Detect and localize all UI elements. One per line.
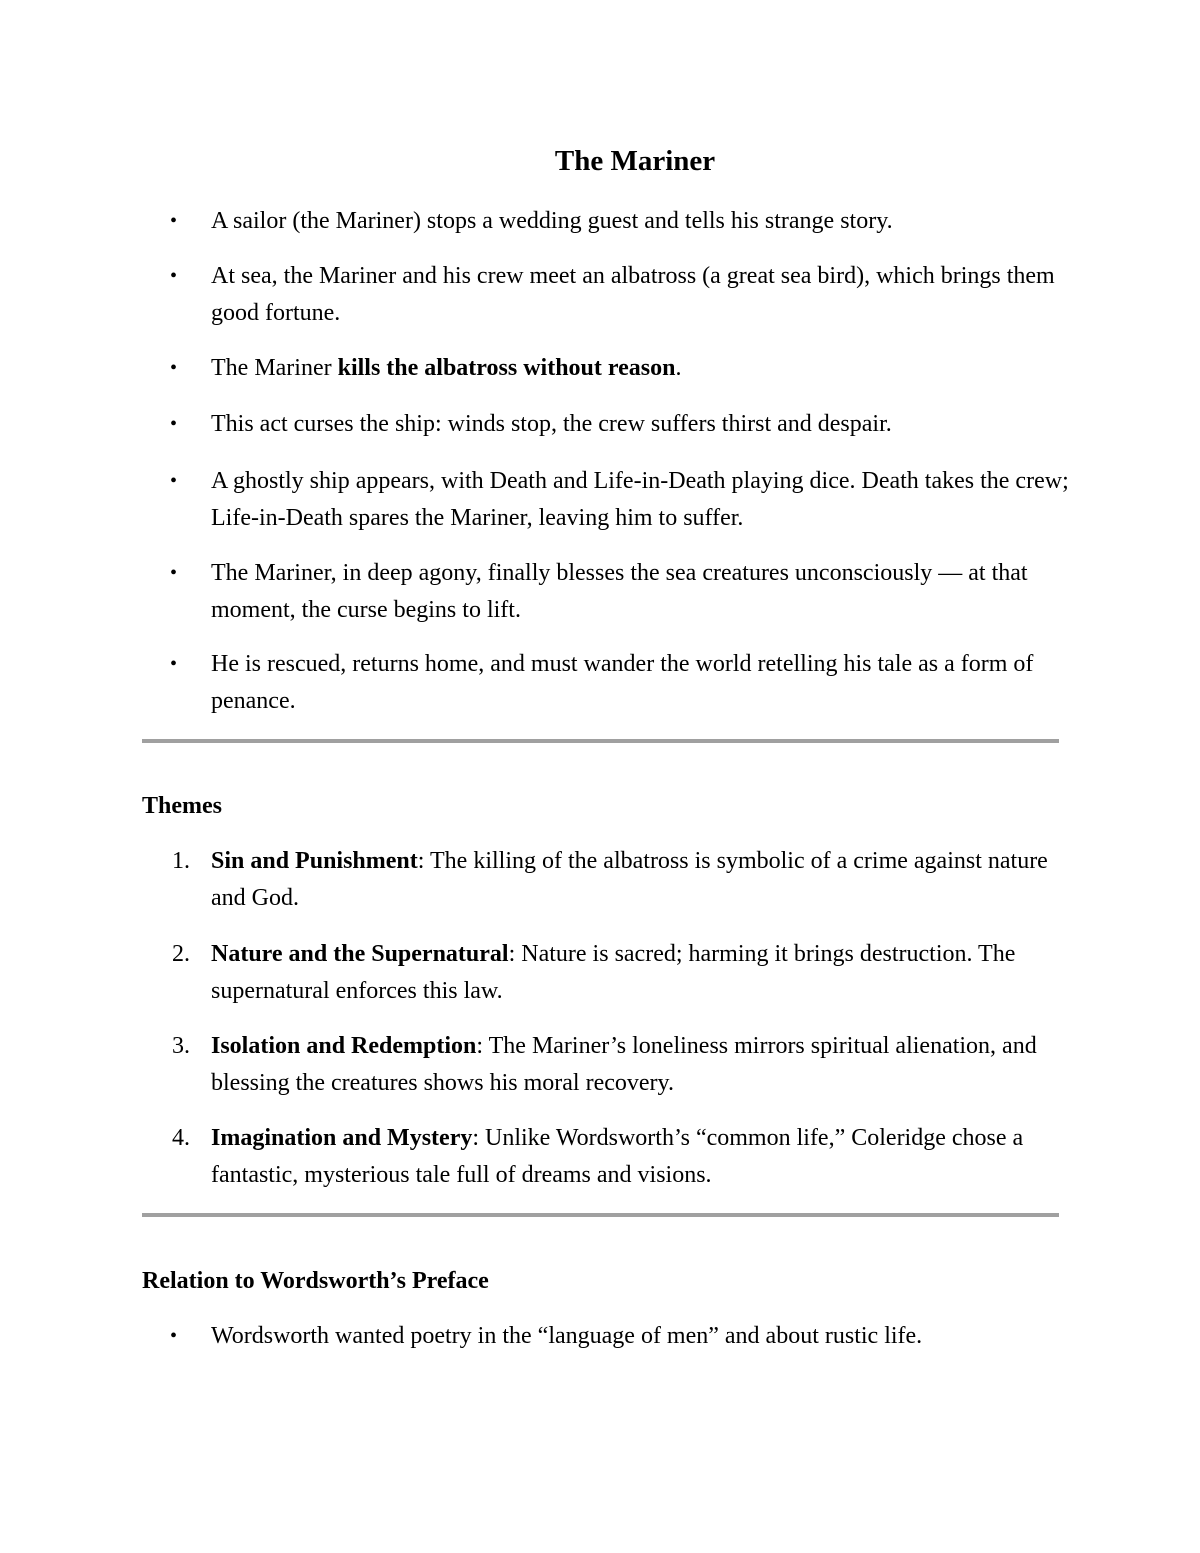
theme-1-title: Sin and Punishment xyxy=(211,848,418,874)
theme-3-text: : The Mariner’s loneliness mirrors spiritual alienation, and blessing the creatures shows his moral recovery. xyxy=(211,1033,1037,1096)
plot-point-4: This act curses the ship: winds stop, the crew suffers thirst and despair. xyxy=(211,411,892,437)
theme-1-text: : The killing of the albatross is symbolic of a crime against nature and God. xyxy=(211,848,1048,911)
bullet-icon: • xyxy=(170,470,178,492)
section-divider xyxy=(142,1213,1059,1217)
bullet-icon: • xyxy=(170,1325,178,1347)
theme-2-text: : Nature is sacred; harming it brings destruction. The supernatural enforces this law. xyxy=(211,941,1016,1004)
relation-heading: Relation to Wordsworth’s Preface xyxy=(142,1268,489,1294)
theme-number: 3. xyxy=(172,1033,190,1059)
plot-point-6: The Mariner, in deep agony, finally blesses the sea creatures unconsciously — at that moment, the curse begins to lift. xyxy=(211,560,1028,623)
theme-4-text: : Unlike Wordsworth’s “common life,” Coleridge chose a fantastic, mysterious tale full of dreams and visions. xyxy=(211,1125,1024,1188)
page-title: The Mariner xyxy=(554,145,716,177)
bullet-icon: • xyxy=(170,265,178,287)
theme-2-title: Nature and the Supernatural xyxy=(211,941,509,967)
plot-point-3-post: . xyxy=(675,355,682,381)
bullet-icon: • xyxy=(170,413,178,435)
theme-item-2 xyxy=(211,936,1071,1009)
theme-number: 2. xyxy=(172,941,190,967)
bullet-icon: • xyxy=(170,210,178,232)
plot-point-2: At sea, the Mariner and his crew meet an albatross (a great sea bird), which brings them good fortune. xyxy=(211,263,1055,326)
plot-point-3 xyxy=(211,350,1071,387)
plot-point-1: A sailor (the Mariner) stops a wedding guest and tells his strange story. xyxy=(211,208,893,234)
section-divider xyxy=(142,739,1059,743)
theme-item-1 xyxy=(211,843,1071,916)
theme-number: 4. xyxy=(172,1125,190,1151)
bullet-icon: • xyxy=(170,562,178,584)
theme-3-title: Isolation and Redemption xyxy=(211,1033,477,1059)
theme-item-4 xyxy=(211,1120,1071,1193)
relation-point-1: Wordsworth wanted poetry in the “language of men” and about rustic life. xyxy=(211,1323,923,1349)
plot-point-7: He is rescued, returns home, and must wander the world retelling his tale as a form of penance. xyxy=(211,651,1034,714)
plot-point-3-pre: The Mariner xyxy=(211,355,338,381)
plot-point-3-bold: kills the albatross without reason xyxy=(337,355,676,381)
theme-4-title: Imagination and Mystery xyxy=(211,1125,473,1151)
plot-point-5: A ghostly ship appears, with Death and Life-in-Death playing dice. Death takes the crew; Life-in-Death spares the Mariner, leaving him to suffer. xyxy=(211,468,1069,531)
bullet-icon: • xyxy=(170,357,178,379)
theme-item-3 xyxy=(211,1028,1071,1101)
bullet-icon: • xyxy=(170,653,178,675)
themes-heading: Themes xyxy=(142,793,222,819)
theme-number: 1. xyxy=(172,848,190,874)
